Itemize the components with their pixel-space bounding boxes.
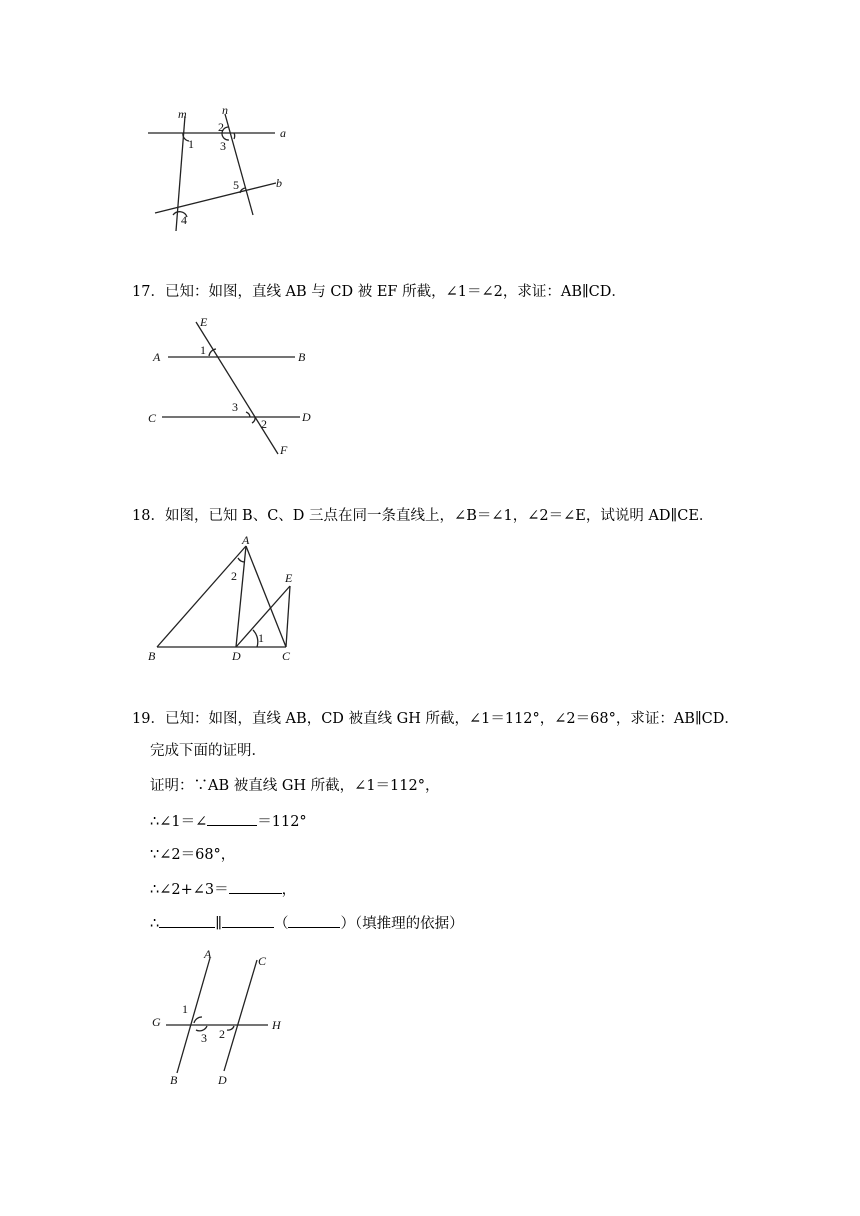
blank-reason[interactable] xyxy=(288,912,340,928)
fig16-label-2: 2 xyxy=(218,120,224,134)
figure-17 xyxy=(140,310,330,460)
fig18-label-B: B xyxy=(148,649,156,663)
blank-angle-name[interactable] xyxy=(207,810,257,826)
q18-prompt xyxy=(132,506,713,526)
q19-prompt xyxy=(132,709,739,729)
blank-line-2[interactable] xyxy=(222,912,274,928)
q17-prompt xyxy=(132,282,626,302)
fig19-label-C: C xyxy=(258,954,267,968)
fig19-label-H: H xyxy=(272,1018,281,1032)
fig17-label-1: 1 xyxy=(200,343,206,357)
fig17-label-F: F xyxy=(280,443,288,457)
fig17-label-C: C xyxy=(148,411,157,425)
fig17-label-E: E xyxy=(200,315,208,329)
q18-text: 如图，已知 B、C、D 三点在同一条直线上，∠B＝∠1，∠2＝∠E，试说明 AD∥CE． xyxy=(164,508,714,524)
q19-subtitle: 完成下面的证明． xyxy=(150,743,266,759)
fig19-label-B: B xyxy=(170,1073,178,1087)
fig16-label-a: a xyxy=(280,126,286,140)
blank-line-1[interactable] xyxy=(159,912,215,928)
q19-text: 已知：如图，直线 AB，CD 被直线 GH 所截，∠1＝112°，∠2＝68°，求证：AB∥CD． xyxy=(164,711,739,727)
fig18-label-2: 2 xyxy=(231,569,237,583)
fig16-label-1: 1 xyxy=(188,137,194,151)
q19-proof-line-3: ∵∠2＝68°， xyxy=(150,847,236,863)
fig18-label-C: C xyxy=(282,649,291,663)
fig16-label-4: 4 xyxy=(181,213,187,227)
fig18-label-D: D xyxy=(232,649,241,663)
q19-number: 19． xyxy=(132,711,165,727)
figure-19 xyxy=(140,946,300,1094)
q19-proof-line-1: 证明：∵AB 被直线 GH 所截，∠1＝112°， xyxy=(150,778,440,794)
fig16-label-5: 5 xyxy=(233,178,239,192)
q19-proof-line-2: ∴∠1＝∠ ＝112° xyxy=(150,810,307,832)
q17-text: 已知：如图，直线 AB 与 CD 被 EF 所截，∠1＝∠2，求证：AB∥CD． xyxy=(164,284,626,300)
fig17-label-B: B xyxy=(298,350,306,364)
fig16-label-n: n xyxy=(222,103,228,117)
blank-angle-sum[interactable] xyxy=(229,878,282,894)
q18-number: 18． xyxy=(132,508,165,524)
fig18-label-E: E xyxy=(285,571,293,585)
fig19-label-2: 2 xyxy=(219,1027,225,1041)
fig16-label-m: m xyxy=(178,107,187,121)
fig19-label-3: 3 xyxy=(201,1031,207,1045)
fig19-label-G: G xyxy=(152,1015,161,1029)
fig19-label-1: 1 xyxy=(182,1002,188,1016)
fig19-label-A: A xyxy=(204,947,212,961)
figure-16 xyxy=(140,102,310,237)
fig16-label-3: 3 xyxy=(220,139,226,153)
figure-18 xyxy=(140,532,310,670)
q19-proof-line-4: ∴∠2+∠3＝ ， xyxy=(150,878,296,900)
fig17-label-3: 3 xyxy=(232,400,238,414)
fig16-label-b: b xyxy=(276,176,282,190)
fig18-label-A: A xyxy=(242,533,250,547)
fig17-label-2: 2 xyxy=(261,417,267,431)
q17-number: 17． xyxy=(132,284,165,300)
fig17-label-D: D xyxy=(302,410,311,424)
fig18-label-1: 1 xyxy=(258,631,264,645)
fig17-label-A: A xyxy=(153,350,161,364)
fig19-label-D: D xyxy=(218,1073,227,1087)
q19-proof-line-5: ∴ ∥ （ ）（填推理的依据） xyxy=(150,912,464,934)
